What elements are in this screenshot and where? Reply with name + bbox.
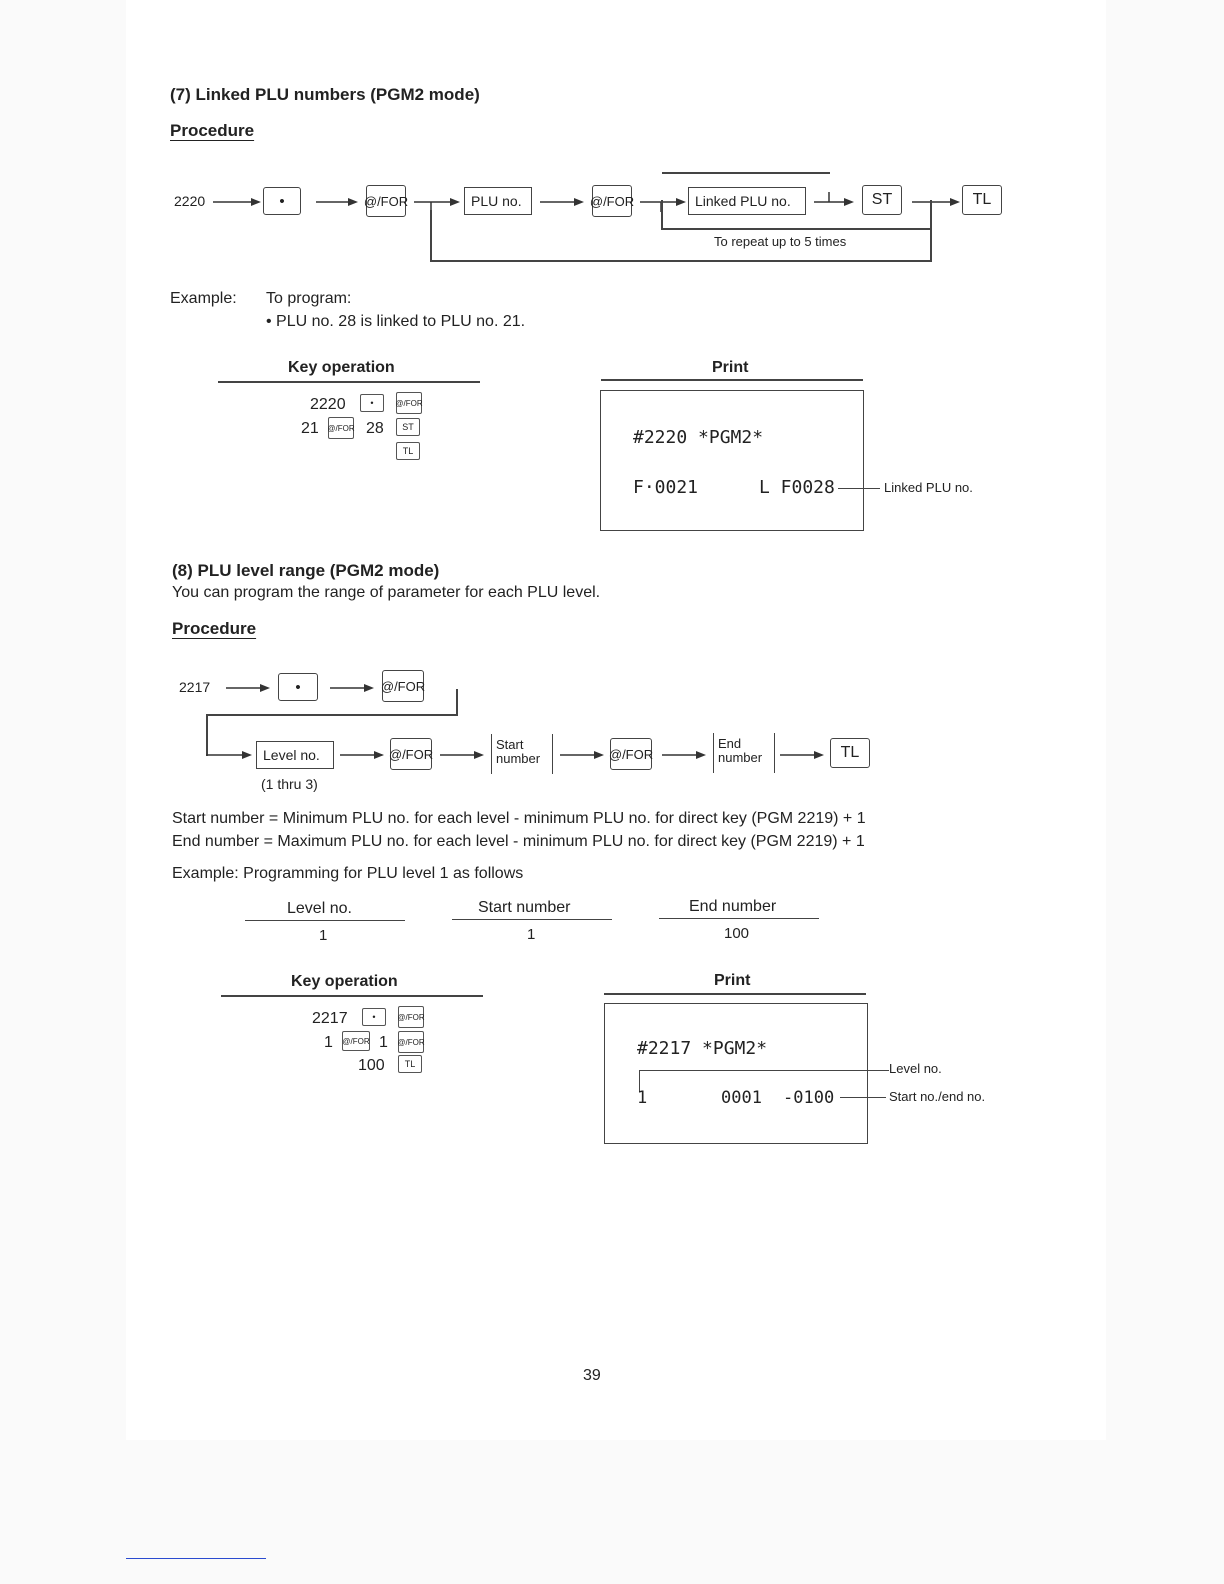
print-receipt xyxy=(604,1003,868,1144)
arrow-right-icon xyxy=(340,749,384,761)
st-loop-line xyxy=(662,172,830,174)
for-key: @/FOR xyxy=(342,1031,370,1051)
tl-key: TL xyxy=(396,442,420,460)
example-text: Example: Programming for PLU level 1 as follows xyxy=(172,865,524,882)
st-key: ST xyxy=(862,185,902,215)
annotation-level-no: Level no. xyxy=(889,1061,942,1076)
key-op-code: 28 xyxy=(366,420,384,437)
example-bullet: • PLU no. 28 is linked to PLU no. 21. xyxy=(266,313,526,330)
tl-key: TL xyxy=(962,185,1002,215)
arrow-right-icon xyxy=(206,749,252,761)
for-key: @/FOR xyxy=(398,1006,424,1028)
arrow-right-icon xyxy=(560,749,604,761)
print-header: Print xyxy=(712,359,749,376)
key-op-code: 2217 xyxy=(312,1010,348,1027)
section8-procedure-label: Procedure xyxy=(172,619,257,638)
section7-title: (7) Linked PLU numbers (PGM2 mode) xyxy=(170,85,480,104)
arrow-right-icon xyxy=(213,196,261,208)
end-number-box xyxy=(713,733,775,773)
st-key: ST xyxy=(396,418,420,436)
flow-line xyxy=(456,689,458,715)
arrow-right-icon xyxy=(912,196,960,208)
arrow-right-icon xyxy=(330,682,374,694)
print-line: #2220 *PGM2* xyxy=(633,427,764,448)
table-header: End number xyxy=(689,898,777,915)
tl-key: TL xyxy=(830,738,870,768)
table-header: Level no. xyxy=(287,900,352,917)
key-op-code: 2220 xyxy=(310,396,346,413)
annotation-start-end: Start no./end no. xyxy=(889,1089,986,1104)
formula-start: Start number = Minimum PLU no. for each level - minimum PLU no. for direct key (PGM 2219) + 1 xyxy=(172,810,866,827)
flow-start-code: 2217 xyxy=(179,679,211,695)
table-header: Start number xyxy=(478,899,571,916)
key-op-code: 100 xyxy=(358,1057,385,1074)
arrow-junction-icon xyxy=(814,190,854,212)
annotation-leader xyxy=(639,1070,889,1071)
dot-key: • xyxy=(362,1008,386,1026)
end-number-label: End xyxy=(718,736,742,751)
page-number: 39 xyxy=(583,1367,601,1384)
divider xyxy=(221,995,483,997)
section8-title: (8) PLU level range (PGM2 mode) xyxy=(172,561,440,580)
print-receipt xyxy=(600,390,864,531)
for-key: @/FOR xyxy=(382,670,424,702)
formula-end: End number = Maximum PLU no. for each level - minimum PLU no. for direct key (PGM 2219) + 1 xyxy=(172,833,865,850)
section8-description: You can program the range of parameter for each PLU level. xyxy=(172,584,601,601)
repeat-outer-line xyxy=(430,210,432,262)
footnote-rule xyxy=(126,1558,266,1559)
divider xyxy=(604,993,866,995)
start-number-box xyxy=(491,734,553,774)
flow-line xyxy=(206,714,458,716)
table-cell: 1 xyxy=(527,926,536,943)
example-text: To program: xyxy=(266,290,352,307)
repeat-inner-line xyxy=(661,200,663,230)
arrow-right-icon xyxy=(316,196,358,208)
tl-key: TL xyxy=(398,1055,422,1073)
plu-no-box: PLU no. xyxy=(464,187,532,215)
arrow-junction-icon xyxy=(414,190,460,212)
repeat-outer-line xyxy=(930,200,932,262)
section7-procedure-label: Procedure xyxy=(170,121,255,140)
key-op-code: 21 xyxy=(301,420,319,437)
annotation-leader xyxy=(838,488,880,489)
annotation-leader xyxy=(840,1097,886,1098)
end-number-label: number xyxy=(718,750,763,765)
start-number-label: Start xyxy=(496,737,524,752)
level-range-note: (1 thru 3) xyxy=(261,776,318,792)
print-line: 1 xyxy=(637,1088,648,1108)
print-line: 0001 xyxy=(721,1088,762,1108)
for-key: @/FOR xyxy=(592,185,632,217)
repeat-note: To repeat up to 5 times xyxy=(714,234,847,249)
for-key: @/FOR xyxy=(366,185,406,217)
for-key: @/FOR xyxy=(610,738,652,770)
arrow-right-icon xyxy=(226,682,270,694)
key-operation-header: Key operation xyxy=(291,973,398,990)
print-line: F·0021 xyxy=(633,477,699,498)
example-label: Example: xyxy=(170,290,237,307)
arrow-right-icon xyxy=(440,749,484,761)
print-line: -0100 xyxy=(783,1088,835,1108)
table-cell: 1 xyxy=(319,927,328,944)
arrow-right-icon xyxy=(540,196,584,208)
print-header: Print xyxy=(714,972,751,989)
divider xyxy=(452,919,612,920)
start-number-label: number xyxy=(496,751,541,766)
print-line: #2217 *PGM2* xyxy=(637,1038,768,1059)
for-key: @/FOR xyxy=(390,738,432,770)
for-key: @/FOR xyxy=(398,1031,424,1053)
divider xyxy=(659,918,819,919)
dot-key: • xyxy=(360,394,384,412)
annotation-linked-plu: Linked PLU no. xyxy=(884,480,973,495)
key-op-code: 1 xyxy=(324,1034,333,1051)
divider xyxy=(245,920,405,921)
for-key: @/FOR xyxy=(396,392,422,414)
repeat-outer-line xyxy=(430,260,932,262)
for-key: @/FOR xyxy=(328,417,354,439)
table-cell: 100 xyxy=(724,925,750,942)
arrow-junction-icon xyxy=(640,190,686,212)
repeat-inner-line xyxy=(661,228,931,230)
flow-start-code: 2220 xyxy=(174,193,206,209)
divider xyxy=(601,379,863,381)
dot-key: • xyxy=(278,673,318,701)
linked-plu-no-box: Linked PLU no. xyxy=(688,187,806,215)
level-no-box: Level no. xyxy=(256,741,334,769)
divider xyxy=(218,381,480,383)
print-line: L F0028 xyxy=(759,477,835,498)
key-operation-header: Key operation xyxy=(288,359,395,376)
arrow-right-icon xyxy=(780,749,824,761)
dot-key: • xyxy=(263,187,301,215)
key-op-code: 1 xyxy=(379,1034,388,1051)
arrow-right-icon xyxy=(662,749,706,761)
